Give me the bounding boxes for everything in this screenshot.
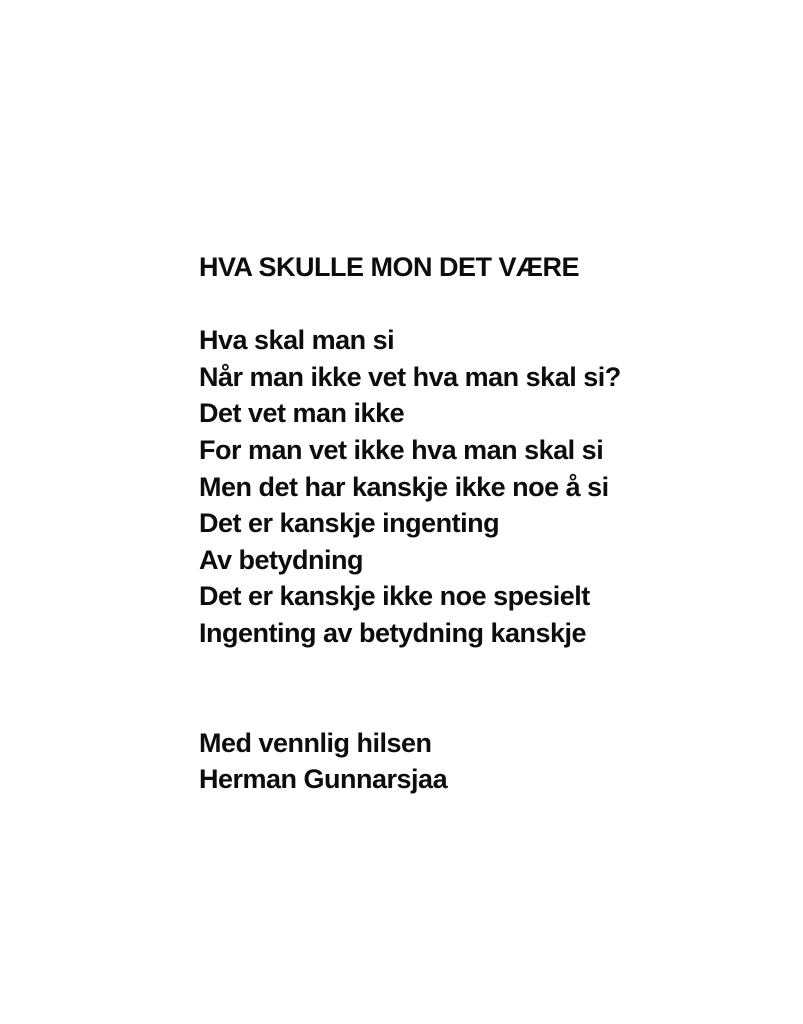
poem-line: Det er kanskje ingenting	[199, 508, 500, 539]
poem-line: Av betydning	[199, 544, 364, 575]
signature-name: Herman Gunnarsjaa	[199, 764, 448, 795]
poem-line: Det vet man ikke	[199, 398, 405, 429]
poem-line: Det er kanskje ikke noe spesielt	[199, 581, 590, 612]
signature-closing: Med vennlig hilsen	[199, 727, 432, 758]
poem-line: Men det har kanskje ikke noe å si	[199, 471, 609, 502]
poem-line: For man vet ikke hva man skal si	[199, 434, 604, 465]
poem-line: Når man ikke vet hva man skal si?	[199, 361, 621, 392]
poem-title: HVA SKULLE MON DET VÆRE	[199, 252, 580, 282]
poem-line: Ingenting av betydning kanskje	[199, 617, 587, 648]
poem-text-block	[199, 249, 679, 798]
poem-line: Hva skal man si	[199, 325, 395, 356]
signature-block	[199, 725, 679, 798]
